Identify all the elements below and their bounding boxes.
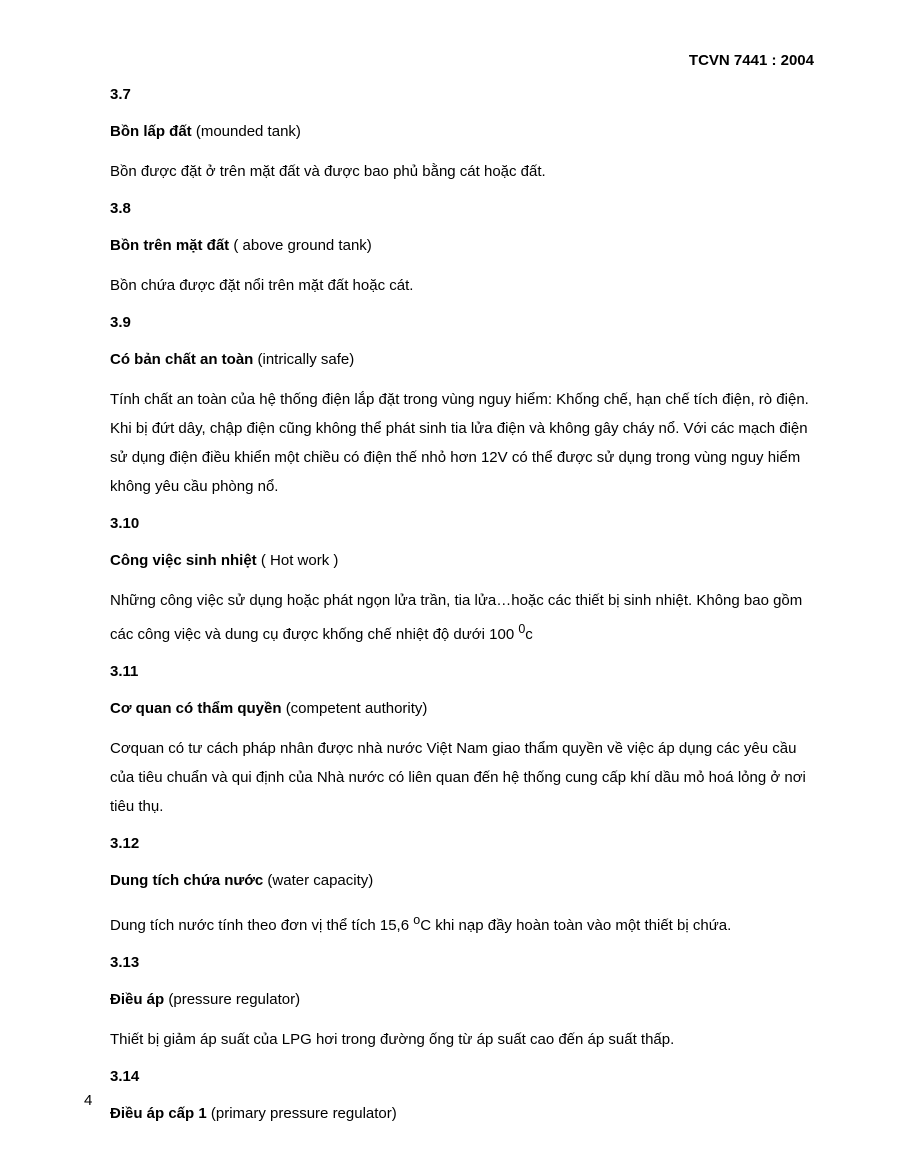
clause-number: 3.14 [110,1068,140,1085]
degree-superscript: o [413,913,421,927]
term-heading [110,1103,818,1125]
term-vi: Có bản chất an toàn [110,351,254,368]
term-heading [110,235,818,257]
term-definition: Bồn được đặt ở trên mặt đất và được bao phủ bằng cát hoặc đất. [110,163,546,180]
degree-superscript: 0 [518,622,526,636]
definitions-list [110,84,818,1125]
clause-number: 3.7 [110,86,131,103]
term-en: (competent authority) [285,700,428,717]
term-en: (primary pressure regulator) [210,1105,397,1122]
page-number: 4 [84,1092,93,1109]
term-heading [110,121,818,143]
term-vi: Công việc sinh nhiệt [110,552,257,569]
term-heading [110,870,818,892]
term-en: ( above ground tank) [233,237,372,254]
definition-text: Những công việc sử dụng hoặc phát ngọn lửa trần, tia lửa…hoặc các thiết bị sinh nhiệt. Không bao gồm các công việc và dung cụ được khống chế nhiệt độ dưới 100 [110,592,803,643]
term-vi: Điều áp [110,991,165,1008]
clause-number: 3.12 [110,835,140,852]
term-vi: Bồn lấp đất [110,123,192,140]
term-heading [110,550,818,572]
term-definition: Thiết bị giảm áp suất của LPG hơi trong đường ống từ áp suất cao đến áp suất thấp. [110,1031,675,1048]
term-en: (mounded tank) [195,123,301,140]
clause-number: 3.9 [110,314,131,331]
term-vi: Điều áp cấp 1 [110,1105,207,1122]
term-en: (pressure regulator) [168,991,301,1008]
term-en: (water capacity) [267,872,374,889]
term-en: ( Hot work ) [260,552,339,569]
term-heading [110,989,818,1011]
term-vi: Cơ quan có thẩm quyền [110,700,282,717]
term-definition [110,586,818,649]
definition-text-cont: C khi nạp đầy hoàn toàn vào một thiết bị chứa. [420,917,732,934]
document-header-id: TCVN 7441 : 2004 [688,52,814,69]
term-heading [110,698,818,720]
definition-unit: c [525,626,533,643]
term-definition: Bồn chứa được đặt nổi trên mặt đất hoặc cát. [110,277,414,294]
term-vi: Dung tích chứa nước [110,872,264,889]
term-vi: Bồn trên mặt đất [110,237,230,254]
term-definition: Cơquan có tư cách pháp nhân được nhà nước Việt Nam giao thẩm quyền về việc áp dụng các yêu cầu của tiêu chuẩn và qui định của Nhà nước có liên quan đến hệ thống cung cấp khí dầu mỏ hoá lỏng ở nơi tiêu thụ. [110,740,806,815]
clause-number: 3.8 [110,200,131,217]
clause-number: 3.11 [110,663,139,680]
term-definition [110,906,818,940]
term-definition: Tính chất an toàn của hệ thống điện lắp đặt trong vùng nguy hiểm: Khống chế, hạn chế tích điện, rò điện. Khi bị đứt dây, chập điện cũng không thể phát sinh tia lửa điện và không gây cháy nổ. Với các mạch điện sử dụng điện điều khiển một chiều có điện thế nhỏ hơn 12V có thể được sử dụng trong vùng nguy hiểm không yêu cầu phòng nổ. [110,391,809,495]
term-en: (intrically safe) [257,351,355,368]
clause-number: 3.13 [110,954,140,971]
definition-text: Dung tích nước tính theo đơn vị thể tích 15,6 [110,917,414,934]
clause-number: 3.10 [110,515,140,532]
term-heading [110,349,818,371]
